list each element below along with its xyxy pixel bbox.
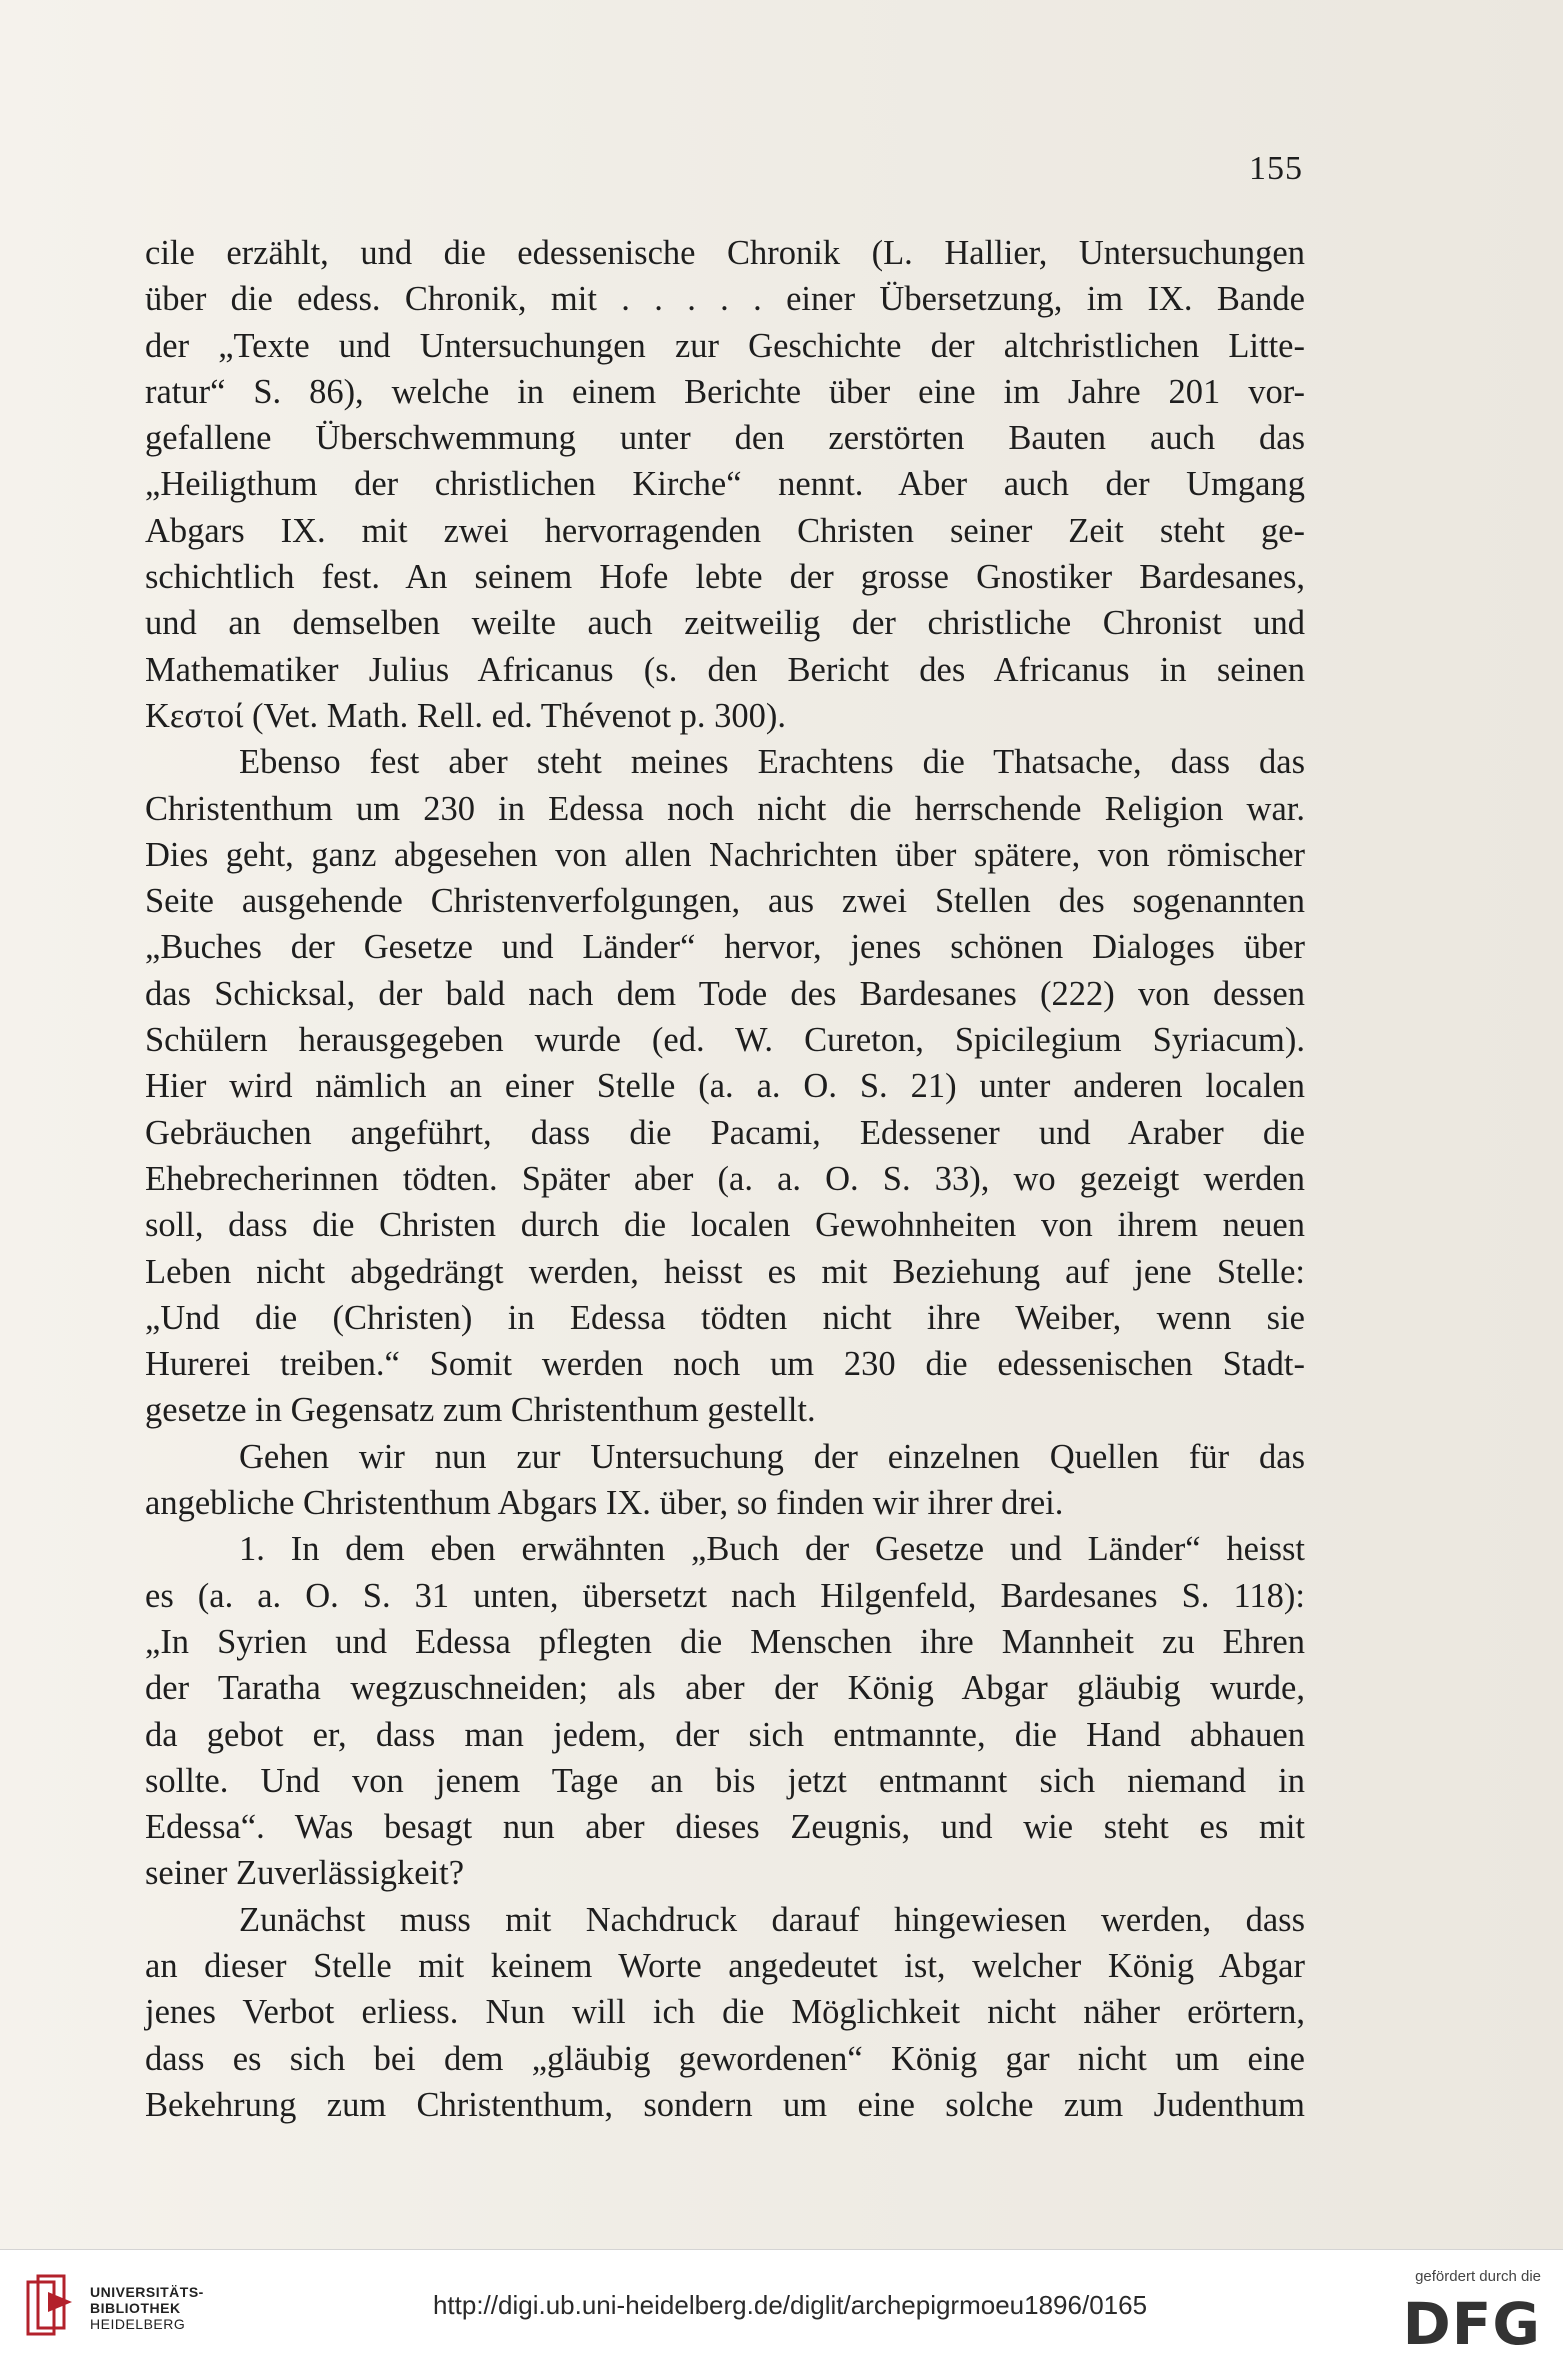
text-line: „Buches der Gesetze und Länder“ hervor, jenes schönen Dialoges über — [145, 928, 1305, 967]
funding-label: gefördert durch die — [1415, 2268, 1541, 2285]
body-text — [145, 230, 1305, 2128]
text-line: Ehebrecherinnen tödten. Später aber (a. a. O. S. 33), wo gezeigt werden — [145, 1159, 1305, 1198]
text-line: Gehen wir nun zur Untersuchung der einzelnen Quellen für das — [239, 1437, 1305, 1476]
text-line: „In Syrien und Edessa pflegten die Menschen ihre Mannheit zu Ehren — [145, 1622, 1305, 1661]
text-line: Gebräuchen angeführt, dass die Pacami, Edessener und Araber die — [145, 1113, 1305, 1152]
text-line: Seite ausgehende Christenverfolgungen, aus zwei Stellen des sogenannten — [145, 882, 1305, 921]
text-line: Hier wird nämlich an einer Stelle (a. a. O. S. 21) unter anderen localen — [145, 1067, 1305, 1106]
text-line: Ebenso fest aber steht meines Erachtens die Thatsache, dass das — [239, 743, 1305, 782]
text-line: soll, dass die Christen durch die localen Gewohnheiten von ihrem neuen — [145, 1206, 1305, 1245]
text-line: über die edess. Chronik, mit . . . . . einer Übersetzung, im IX. Bande — [145, 280, 1305, 319]
text-line: Hurerei treiben.“ Somit werden noch um 230 die edessenischen Stadt- — [145, 1345, 1305, 1384]
text-line: dass es sich bei dem „gläubig gewordenen“ König gar nicht um eine — [145, 2039, 1305, 2078]
text-line: gesetze in Gegensatz zum Christenthum gestellt. — [145, 1391, 816, 1430]
text-line: seiner Zuverlässigkeit? — [145, 1854, 465, 1893]
text-line: 1. In dem eben erwähnten „Buch der Gesetze und Länder“ heisst — [239, 1530, 1305, 1569]
library-name-line: HEIDELBERG — [90, 2316, 186, 2332]
text-line: da gebot er, dass man jedem, der sich entmannte, die Hand abhauen — [145, 1715, 1305, 1754]
library-name-line: BIBLIOTHEK — [90, 2300, 181, 2316]
library-name-line: UNIVERSITÄTS- — [90, 2284, 204, 2300]
text-line: Κεστοί (Vet. Math. Rell. ed. Thévenot p. 300). — [145, 696, 787, 735]
dfg-logo-icon: DFG — [1402, 2290, 1541, 2358]
text-line: Edessa“. Was besagt nun aber dieses Zeugnis, und wie steht es mit — [145, 1808, 1305, 1847]
text-line: „Und die (Christen) in Edessa tödten nicht ihre Weiber, wenn sie — [145, 1298, 1305, 1337]
text-line: Abgars IX. mit zwei hervorragenden Christen seiner Zeit steht ge- — [145, 511, 1305, 550]
text-line: Bekehrung zum Christenthum, sondern um eine solche zum Judenthum — [145, 2085, 1305, 2124]
text-line: es (a. a. O. S. 31 unten, übersetzt nach Hilgenfeld, Bardesanes S. 118): — [145, 1576, 1305, 1615]
text-line: der „Texte und Untersuchungen zur Geschichte der altchristlichen Litte- — [145, 326, 1305, 365]
text-line: „Heiligthum der christlichen Kirche“ nennt. Aber auch der Umgang — [145, 465, 1305, 504]
text-line: gefallene Überschwemmung unter den zerstörten Bauten auch das — [145, 419, 1305, 458]
text-line: Zunächst muss mit Nachdruck darauf hingewiesen werden, dass — [239, 1900, 1305, 1939]
text-line: an dieser Stelle mit keinem Worte angedeutet ist, welcher König Abgar — [145, 1946, 1305, 1985]
text-line: schichtlich fest. An seinem Hofe lebte der grosse Gnostiker Bardesanes, — [145, 558, 1305, 597]
text-line: Mathematiker Julius Africanus (s. den Bericht des Africanus in seinen — [145, 650, 1305, 689]
library-name — [90, 2284, 204, 2332]
text-line: jenes Verbot erliess. Nun will ich die Möglichkeit nicht näher erörtern, — [145, 1993, 1305, 2032]
page-number: 155 — [1249, 150, 1303, 187]
text-line: Leben nicht abgedrängt werden, heisst es mit Beziehung auf jene Stelle: — [145, 1252, 1305, 1291]
university-library-logo-icon — [22, 2272, 82, 2344]
footer-bar — [0, 2249, 1563, 2372]
text-line: Christenthum um 230 in Edessa noch nicht die herrschende Religion war. — [145, 789, 1305, 828]
text-line: Schülern herausgegeben wurde (ed. W. Cureton, Spicilegium Syriacum). — [145, 1021, 1305, 1060]
permalink-url[interactable]: http://digi.ub.uni-heidelberg.de/diglit/archepigrmoeu1896/0165 — [432, 2290, 1148, 2320]
text-line: und an demselben weilte auch zeitweilig der christliche Chronist und — [145, 604, 1305, 643]
text-line: Dies geht, ganz abgesehen von allen Nachrichten über spätere, von römischer — [145, 835, 1305, 874]
text-line: cile erzählt, und die edessenische Chronik (L. Hallier, Untersuchungen — [145, 234, 1305, 272]
text-line: der Taratha wegzuschneiden; als aber der König Abgar gläubig wurde, — [145, 1669, 1305, 1708]
text-line: ratur“ S. 86), welche in einem Berichte über eine im Jahre 201 vor- — [145, 372, 1305, 411]
text-line: angebliche Christenthum Abgars IX. über, so finden wir ihrer drei. — [145, 1484, 1064, 1523]
text-line: sollte. Und von jenem Tage an bis jetzt entmannt sich niemand in — [145, 1761, 1305, 1800]
text-line: das Schicksal, der bald nach dem Tode des Bardesanes (222) von dessen — [145, 974, 1305, 1013]
